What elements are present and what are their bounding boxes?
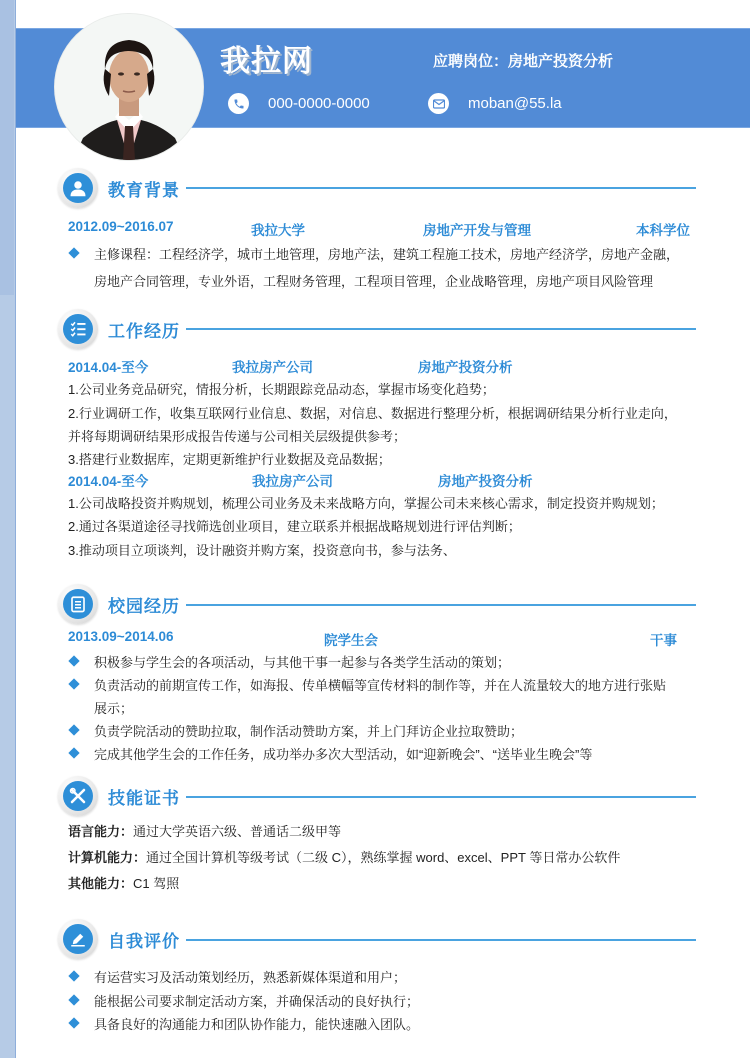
job-period: 2014.04-至今 xyxy=(68,360,149,375)
job-period: 2014.04-至今 xyxy=(68,474,149,489)
phone-number: 000-0000-0000 xyxy=(268,95,370,112)
skill-item xyxy=(68,821,341,840)
skill-label: 其他能力： xyxy=(68,876,134,891)
bullet-icon xyxy=(68,747,79,758)
skill-value: 通过大学英语六级、普通话二级甲等 xyxy=(133,824,342,839)
job-company: 我拉房产公司 xyxy=(232,360,313,375)
campus-org: 院学生会 xyxy=(324,633,378,648)
applied-position: 应聘岗位：房地产投资分析 xyxy=(433,52,614,70)
campus-item: 负责学院活动的赞助拉取，制作活动赞助方案，并上门拜访企业拉取赞助； xyxy=(94,724,524,739)
section-education-header xyxy=(58,168,180,208)
campus-role: 干事 xyxy=(650,633,677,648)
section-divider xyxy=(186,939,696,941)
checklist-icon xyxy=(58,309,98,349)
edu-courses: 主修课程：工程经济学，城市土地管理，房地产法，建筑工程施工技术，房地产经济学，房地产金融， xyxy=(94,247,680,262)
phone-icon xyxy=(228,93,249,114)
skill-value: 通过全国计算机等级考试（二级 C），熟练掌握 word、excel、PPT 等日常办公软件 xyxy=(146,850,621,865)
email-contact xyxy=(428,93,562,114)
campus-item: 完成其他学生会的工作任务，成功举办多次大型活动，如“迎新晚会”、“送毕业生晚会”等 xyxy=(94,747,593,762)
left-decor-bar-top xyxy=(0,0,14,295)
section-title: 校园经历 xyxy=(108,596,180,617)
bullet-icon xyxy=(68,724,79,735)
phone-contact xyxy=(228,93,370,114)
job-company: 我拉房产公司 xyxy=(252,474,333,489)
section-divider xyxy=(186,796,696,798)
job-duty: 2.通过各渠道途径寻找筛选创业项目，建立联系并根据战略规划进行评估判断； xyxy=(68,519,521,534)
candidate-name: 我拉网 xyxy=(220,44,313,79)
bullet-icon xyxy=(68,994,79,1005)
self-item: 能根据公司要求制定活动方案，并确保活动的良好执行； xyxy=(94,994,420,1009)
user-icon xyxy=(58,168,98,208)
envelope-icon xyxy=(428,93,449,114)
section-title: 教育背景 xyxy=(108,180,180,201)
job-duty: 1.公司战略投资并购规划，梳理公司业务及未来战略方向，掌握公司未来核心需求，制定投资并购规划； xyxy=(68,496,664,511)
clipboard-icon xyxy=(58,584,98,624)
job-role: 房地产投资分析 xyxy=(418,360,513,375)
section-work-header xyxy=(58,309,180,349)
skill-value: C1 驾照 xyxy=(133,876,180,891)
skill-item xyxy=(68,873,179,892)
campus-period: 2013.09~2014.06 xyxy=(68,629,174,644)
bullet-icon xyxy=(68,678,79,689)
job-duty: 1.公司业务竞品研究，情报分析，长期跟踪竞品动态，掌握市场变化趋势； xyxy=(68,382,495,397)
bullet-icon xyxy=(68,655,79,666)
campus-item: 积极参与学生会的各项活动，与其他干事一起参与各类学生活动的策划； xyxy=(94,655,511,670)
section-title: 工作经历 xyxy=(108,321,180,342)
skill-label: 语言能力： xyxy=(68,824,134,839)
job-duty: 3.推动项目立项谈判，设计融资并购方案，投资意向书，参与法务、 xyxy=(68,543,456,558)
section-divider xyxy=(186,328,696,330)
edu-school: 我拉大学 xyxy=(251,223,305,238)
section-skills-header xyxy=(58,776,180,816)
avatar xyxy=(55,14,203,160)
bullet-icon xyxy=(68,970,79,981)
section-divider xyxy=(186,187,696,189)
edu-period: 2012.09~2016.07 xyxy=(68,219,174,234)
bullet-icon xyxy=(68,247,79,258)
section-title: 自我评价 xyxy=(108,931,180,952)
self-item: 有运营实习及活动策划经历，熟悉新媒体渠道和用户； xyxy=(94,970,407,985)
edu-degree: 本科学位 xyxy=(636,223,690,238)
section-title: 技能证书 xyxy=(108,788,180,809)
edu-major: 房地产开发与管理 xyxy=(423,223,531,238)
skill-item xyxy=(68,847,620,866)
section-divider xyxy=(186,604,696,606)
pen-icon xyxy=(58,919,98,959)
campus-item-cont: 展示； xyxy=(94,701,134,716)
self-item: 具备良好的沟通能力和团队协作能力，能快速融入团队。 xyxy=(94,1017,420,1032)
skill-label: 计算机能力： xyxy=(68,850,147,865)
portrait-image xyxy=(55,14,203,160)
section-self-header xyxy=(58,919,180,959)
campus-item: 负责活动的前期宣传工作，如海报、传单横幅等宣传材料的制作等，并在人流量较大的地方进行张贴 xyxy=(94,678,667,693)
job-duty: 3.搭建行业数据库，定期更新维护行业数据及竞品数据； xyxy=(68,452,391,467)
tools-icon xyxy=(58,776,98,816)
email-address: moban@55.la xyxy=(468,95,562,112)
bullet-icon xyxy=(68,1017,79,1028)
edu-courses-cont: 房地产合同管理，专业外语，工程财务管理，工程项目管理，企业战略管理，房地产项目风险管理 xyxy=(94,274,654,289)
job-duty: 2.行业调研工作，收集互联网行业信息、数据，对信息、数据进行整理分析，根据调研结果分析行业走向， xyxy=(68,406,677,421)
job-duty: 并将每期调研结果形成报告传递与公司相关层级提供参考； xyxy=(68,429,407,444)
section-campus-header xyxy=(58,584,180,624)
job-role: 房地产投资分析 xyxy=(438,474,533,489)
